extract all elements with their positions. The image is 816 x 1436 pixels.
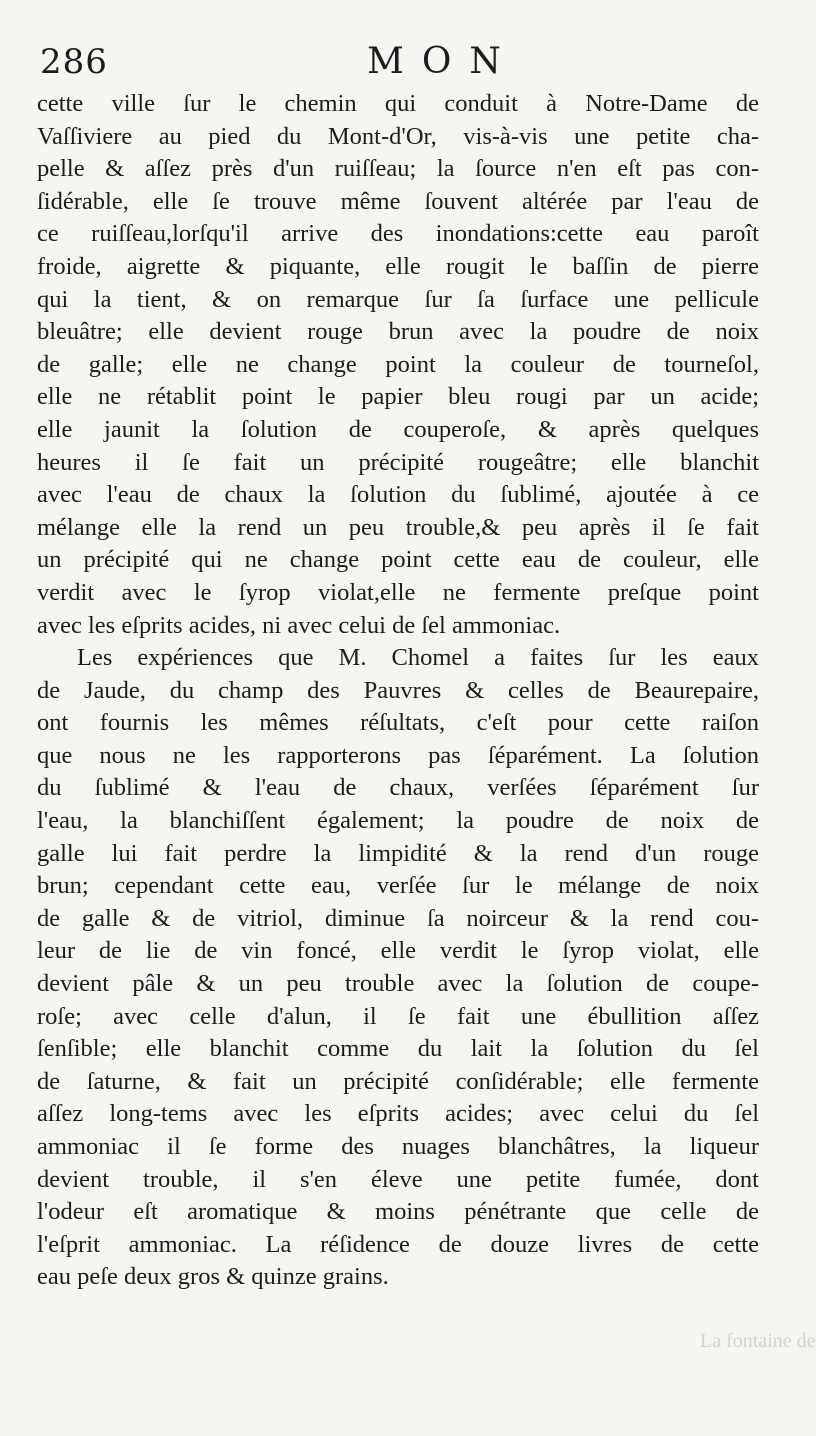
text-line: pelle & aſſez près d'un ruiſſeau; la ſource n'en eſt pas con-	[37, 155, 759, 183]
page-number: 286	[40, 42, 108, 82]
text-line: de galle; elle ne change point la couleur de tourneſol,	[37, 350, 759, 378]
text-line: avec l'eau de chaux la ſolution du ſublimé, ajoutée à ce	[37, 481, 759, 509]
text-line: aſſez long-tems avec les eſprits acides; avec celui du ſel	[37, 1100, 759, 1128]
text-line: froide, aigrette & piquante, elle rougit le baſſin de pierre	[37, 252, 759, 280]
text-line: l'eau, la blanchiſſent également; la poudre de noix de	[37, 807, 759, 835]
text-line: de ſaturne, & fait un précipité conſidérable; elle fermente	[37, 1067, 759, 1095]
text-line: leur de lie de vin foncé, elle verdit le ſyrop violat, elle	[37, 937, 759, 965]
text-line: que nous ne les rapporterons pas ſéparément. La ſolution	[37, 741, 759, 769]
text-line: ce ruiſſeau,lorſqu'il arrive des inondations:cette eau paroît	[37, 220, 759, 248]
text-line: qui la tient, & on remarque ſur ſa ſurface une pellicule	[37, 285, 759, 313]
text-line: du ſublimé & l'eau de chaux, verſées ſéparément ſur	[37, 774, 759, 802]
text-line: galle lui fait perdre la limpidité & la rend d'un rouge	[37, 839, 759, 867]
text-line: l'odeur eſt aromatique & moins pénétrante que celle de	[37, 1198, 759, 1226]
text-line: devient trouble, il s'en éleve une petite fumée, dont	[37, 1165, 759, 1193]
text-line: ammoniac il ſe forme des nuages blanchâtres, la liqueur	[37, 1133, 759, 1160]
text-line: ſenſible; elle blanchit comme du lait la ſolution du ſel	[37, 1035, 759, 1063]
text-line: heures il ſe fait un précipité rougeâtre; elle blanchit	[37, 448, 759, 476]
text-line: Vaſſiviere au pied du Mont-d'Or, vis-à-vis une petite cha-	[37, 122, 759, 150]
text-line: avec les eſprits acides, ni avec celui de ſel ammoniac.	[37, 611, 561, 639]
text-line: l'eſprit ammoniac. La réſidence de douze livres de cette	[37, 1230, 759, 1258]
text-line: cette ville ſur le chemin qui conduit à Notre-Dame de	[37, 90, 759, 117]
body-text	[37, 88, 759, 1294]
show-through-text: La fontaine de	[700, 1330, 816, 1352]
text-line: de Jaude, du champ des Pauvres & celles de Beaurepaire,	[37, 676, 759, 704]
text-line: Les expériences que M. Chomel a faites ſur les eaux	[77, 644, 759, 672]
text-line: ont fournis les mêmes réſultats, c'eſt pour cette raiſon	[37, 709, 759, 737]
text-line: un précipité qui ne change point cette eau de couleur, elle	[37, 546, 759, 574]
page-header	[40, 36, 760, 88]
text-line: bleuâtre; elle devient rouge brun avec la poudre de noix	[37, 318, 759, 346]
running-title: MON	[367, 41, 519, 82]
text-line: brun; cependant cette eau, verſée ſur le mélange de noix	[37, 872, 759, 900]
text-line: verdit avec le ſyrop violat,elle ne fermente preſque point	[37, 578, 759, 606]
text-line: eau peſe deux gros & quinze grains.	[37, 1263, 389, 1291]
text-line: mélange elle la rend un peu trouble,& peu après il ſe fait	[37, 513, 759, 541]
text-line: ſidérable, elle ſe trouve même ſouvent altérée par l'eau de	[37, 187, 759, 215]
text-line: elle ne rétablit point le papier bleu rougi par un acide;	[37, 383, 759, 411]
text-line: de galle & de vitriol, diminue ſa noirceur & la rend cou-	[37, 904, 759, 932]
text-line: devient pâle & un peu trouble avec la ſolution de coupe-	[37, 970, 759, 998]
text-line: roſe; avec celle d'alun, il ſe fait une ébullition aſſez	[37, 1002, 759, 1030]
text-line: elle jaunit la ſolution de couperoſe, & après quelques	[37, 415, 759, 443]
